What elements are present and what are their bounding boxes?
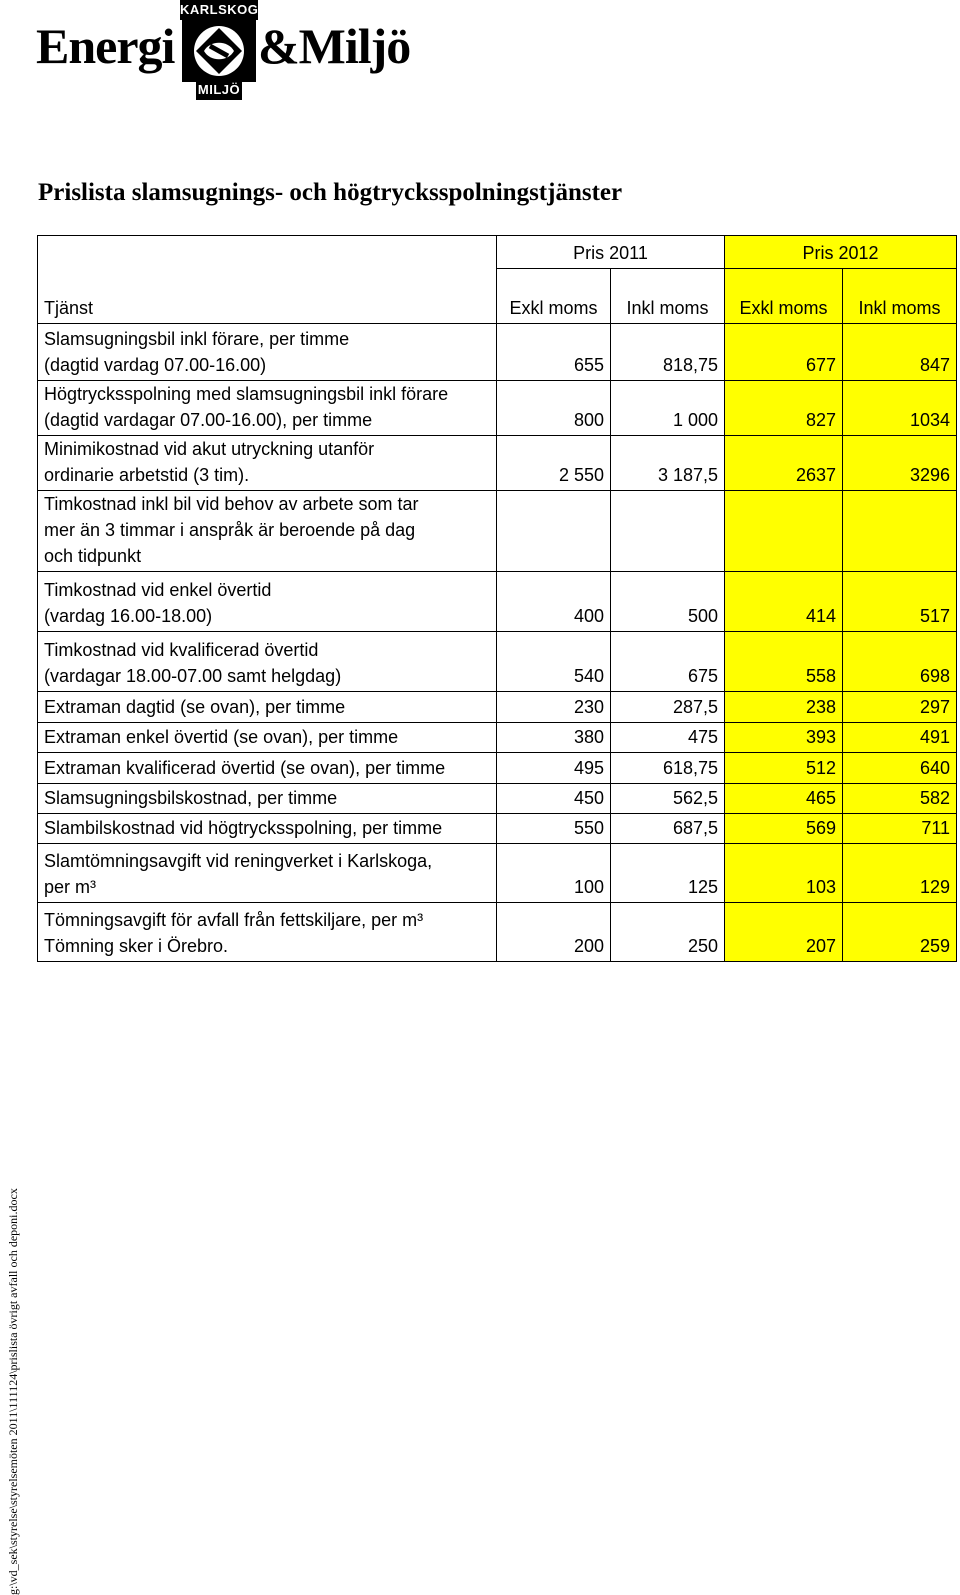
table-row — [38, 324, 957, 381]
price-2011-inkl-cell: 818,75 — [611, 324, 725, 381]
price-2012-exkl-cell: 393 — [725, 723, 843, 753]
service-text-line: (dagtid vardagar 07.00-16.00), per timme — [44, 410, 373, 430]
service-text-line: ordinarie arbetstid (3 tim). — [44, 465, 250, 485]
service-cell — [38, 632, 497, 692]
page-title: Prislista slamsugnings- och högtrycksspolningstjänster — [38, 179, 623, 206]
price-2011-inkl-cell: 618,75 — [611, 753, 725, 784]
service-text-line: Timkostnad vid enkel övertid — [44, 580, 272, 600]
service-text-line: Slamtömningsavgift vid reningverket i Karlskoga, — [44, 851, 433, 871]
service-text-line: Slamsugningsbilskostnad, per timme — [44, 788, 338, 808]
price-2012-exkl-cell: 827 — [725, 381, 843, 436]
price-2012-exkl-cell: 677 — [725, 324, 843, 381]
service-cell — [38, 572, 497, 632]
price-2012-exkl-cell: 465 — [725, 784, 843, 814]
price-2012-inkl-cell: 1034 — [843, 381, 957, 436]
service-text-line: Högtrycksspolning med slamsugningsbil inkl förare — [44, 384, 449, 404]
price-2012-inkl-cell: 582 — [843, 784, 957, 814]
price-2012-inkl-cell: 129 — [843, 844, 957, 903]
price-2011-exkl-cell: 550 — [497, 814, 611, 844]
company-logo — [36, 0, 411, 102]
service-cell — [38, 324, 497, 381]
service-text-line: Minimikostnad vid akut utryckning utanför — [44, 439, 375, 459]
price-2011-exkl-cell: 540 — [497, 632, 611, 692]
price-2012-exkl-cell: 103 — [725, 844, 843, 903]
price-2011-exkl-cell: 800 — [497, 381, 611, 436]
table-row — [38, 753, 957, 784]
table-row — [38, 723, 957, 753]
price-2011-exkl-cell — [497, 491, 611, 572]
service-text-line: Tömning sker i Örebro. — [44, 936, 229, 956]
service-cell — [38, 753, 497, 784]
logo-word-left: Energi — [36, 18, 175, 74]
price-2011-inkl-cell: 3 187,5 — [611, 436, 725, 491]
group-header-2011: Pris 2011 — [497, 236, 725, 269]
col-header-2012-inkl: Inkl moms — [843, 269, 957, 324]
service-text-line: Timkostnad inkl bil vid behov av arbete som tar — [44, 494, 419, 514]
price-2012-inkl-cell: 517 — [843, 572, 957, 632]
price-2012-exkl-cell: 569 — [725, 814, 843, 844]
service-text-line: och tidpunkt — [44, 546, 142, 566]
table-row — [38, 491, 957, 572]
logo-word-right: &Miljö — [258, 18, 411, 74]
price-2011-exkl-cell: 200 — [497, 903, 611, 962]
price-2011-inkl-cell: 500 — [611, 572, 725, 632]
col-header-2011-exkl: Exkl moms — [497, 269, 611, 324]
price-2012-inkl-cell: 297 — [843, 692, 957, 723]
price-2011-inkl-cell: 1 000 — [611, 381, 725, 436]
price-2011-exkl-cell: 100 — [497, 844, 611, 903]
service-cell — [38, 784, 497, 814]
file-path-footer: g:\vd_sek\styrelse\styrelsemöten 2011\111124\prislista övrigt avfall och deponi.docx — [6, 1188, 20, 1595]
price-2012-exkl-cell — [725, 491, 843, 572]
table-row — [38, 844, 957, 903]
price-2012-exkl-cell: 558 — [725, 632, 843, 692]
service-text-line: Extraman dagtid (se ovan), per timme — [44, 697, 346, 717]
price-2011-inkl-cell: 687,5 — [611, 814, 725, 844]
price-2012-inkl-cell: 711 — [843, 814, 957, 844]
service-text-line: Tömningsavgift för avfall från fettskiljare, per m³ — [44, 910, 424, 930]
price-2012-exkl-cell: 207 — [725, 903, 843, 962]
service-cell — [38, 903, 497, 962]
table-row — [38, 814, 957, 844]
price-2011-exkl-cell: 380 — [497, 723, 611, 753]
price-2011-inkl-cell: 287,5 — [611, 692, 725, 723]
price-2011-exkl-cell: 450 — [497, 784, 611, 814]
price-2012-exkl-cell: 238 — [725, 692, 843, 723]
service-cell — [38, 491, 497, 572]
table-row — [38, 903, 957, 962]
table-row — [38, 692, 957, 723]
price-2011-inkl-cell: 475 — [611, 723, 725, 753]
service-text-line: (vardagar 18.00-07.00 samt helgdag) — [44, 666, 342, 686]
col-header-2012-exkl: Exkl moms — [725, 269, 843, 324]
service-cell — [38, 436, 497, 491]
price-2012-exkl-cell: 2637 — [725, 436, 843, 491]
service-cell — [38, 723, 497, 753]
service-text-line: Slamsugningsbil inkl förare, per timme — [44, 329, 350, 349]
price-2011-exkl-cell: 2 550 — [497, 436, 611, 491]
price-2011-inkl-cell: 125 — [611, 844, 725, 903]
price-2012-inkl-cell: 491 — [843, 723, 957, 753]
price-table-body — [38, 236, 957, 962]
service-text-line: (dagtid vardag 07.00-16.00) — [44, 355, 267, 375]
service-text-line: Extraman kvalificerad övertid (se ovan), per timme — [44, 758, 446, 778]
service-text-line: mer än 3 timmar i anspråk är beroende på dag — [44, 520, 416, 540]
price-2012-inkl-cell: 259 — [843, 903, 957, 962]
price-2011-exkl-cell: 655 — [497, 324, 611, 381]
service-text-line: Extraman enkel övertid (se ovan), per timme — [44, 727, 399, 747]
logo-badge-bottom: MILJÖ — [196, 80, 242, 100]
table-row — [38, 436, 957, 491]
table-row — [38, 572, 957, 632]
table-row — [38, 784, 957, 814]
col-header-2011-inkl: Inkl moms — [611, 269, 725, 324]
service-cell — [38, 844, 497, 903]
price-2011-inkl-cell: 250 — [611, 903, 725, 962]
service-column-header: Tjänst — [38, 236, 497, 324]
price-2011-inkl-cell — [611, 491, 725, 572]
table-row — [38, 381, 957, 436]
price-2012-inkl-cell: 3296 — [843, 436, 957, 491]
service-text-line: Slambilskostnad vid högtrycksspolning, per timme — [44, 818, 443, 838]
logo-badge-top: KARLSKOGA — [180, 0, 258, 20]
service-text-line: (vardag 16.00-18.00) — [44, 606, 213, 626]
price-table — [37, 235, 957, 962]
price-2012-inkl-cell: 698 — [843, 632, 957, 692]
price-2012-inkl-cell — [843, 491, 957, 572]
price-2011-exkl-cell: 495 — [497, 753, 611, 784]
group-header-2012: Pris 2012 — [725, 236, 957, 269]
price-2012-inkl-cell: 640 — [843, 753, 957, 784]
table-row — [38, 632, 957, 692]
price-2012-exkl-cell: 414 — [725, 572, 843, 632]
service-text-line: Timkostnad vid kvalificerad övertid — [44, 640, 319, 660]
service-text-line: per m³ — [44, 877, 97, 897]
logo-mark-icon — [182, 20, 256, 82]
price-2011-exkl-cell: 230 — [497, 692, 611, 723]
price-2011-exkl-cell: 400 — [497, 572, 611, 632]
price-2012-inkl-cell: 847 — [843, 324, 957, 381]
price-2012-exkl-cell: 512 — [725, 753, 843, 784]
price-2011-inkl-cell: 562,5 — [611, 784, 725, 814]
service-cell — [38, 814, 497, 844]
header-row-groups — [38, 236, 957, 269]
service-cell — [38, 381, 497, 436]
price-2011-inkl-cell: 675 — [611, 632, 725, 692]
service-cell — [38, 692, 497, 723]
